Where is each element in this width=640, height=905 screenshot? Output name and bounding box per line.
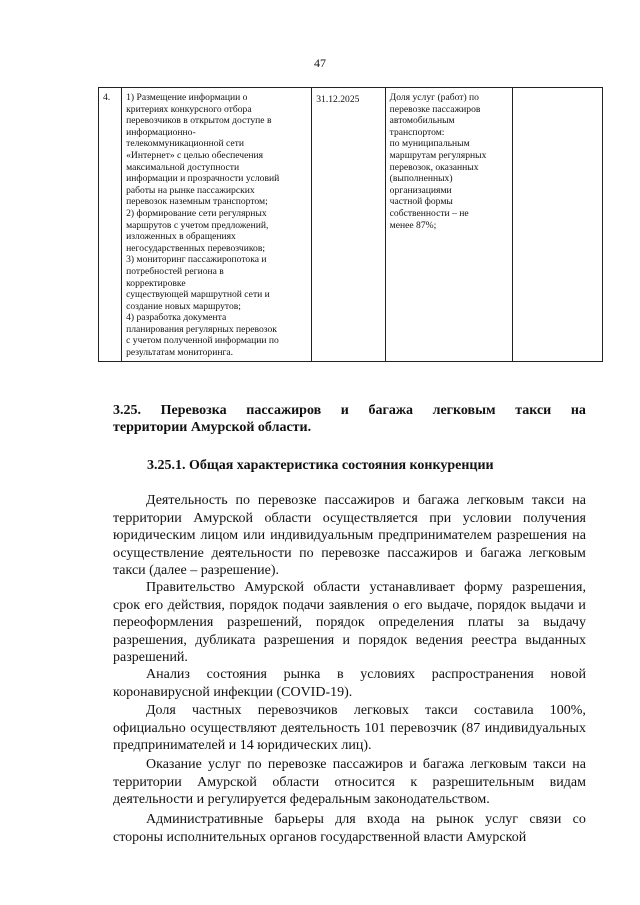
measure-line: результатам мониторинга. xyxy=(126,347,234,359)
indicator-line: маршрутам регулярных xyxy=(389,149,487,161)
paragraph-line: Деятельность по перевозке пассажиров и багажа легковым такси на xyxy=(146,493,586,508)
measure-line: 3) мониторинг пассажиропотока и xyxy=(126,254,267,266)
paragraph-line: Правительство Амурской области устанавливает форму разрешения, xyxy=(146,580,586,595)
paragraph-line: деятельности и регулируется федеральным законодательством. xyxy=(113,792,490,807)
indicator-line: организациями xyxy=(389,184,452,196)
row-number-cell: 4. xyxy=(99,88,122,362)
paragraph-2 xyxy=(113,579,586,667)
measure-line: информационно- xyxy=(126,126,196,138)
indicator-line: автомобильным xyxy=(389,115,455,127)
indicator-cell xyxy=(385,88,513,362)
indicator-line: (выполненных) xyxy=(389,173,453,185)
paragraph-line: территории Амурской области осуществляется при условии получения xyxy=(113,510,586,526)
heading-word: пассажиров xyxy=(246,403,322,418)
heading-word: такси xyxy=(515,403,552,418)
deadline-cell: 31.12.2025 xyxy=(312,88,385,362)
paragraph-line: Доля частных перевозчиков легковых такси составила 100%, xyxy=(146,703,586,718)
paragraph-line: официально осуществляют деятельность 101 перевозчик (87 индивидуальных xyxy=(113,720,586,736)
paragraph-line: Административные барьеры для входа на рынок услуг связи со xyxy=(146,812,586,827)
section-heading xyxy=(113,402,586,436)
paragraph-3 xyxy=(113,666,586,701)
paragraph-6 xyxy=(113,811,586,846)
paragraph-line: коронавирусной инфекции (COVID-19). xyxy=(113,684,353,700)
paragraph-line: разрешения, дубликата разрешения и порядок ведения реестра выданных xyxy=(113,632,586,648)
measure-line: потребностей региона в xyxy=(126,265,224,277)
paragraph-line: переоформления разрешений, порядок определения платы за выдачу xyxy=(113,615,586,630)
measure-line: информации и прозрачности условий xyxy=(126,173,280,185)
indicator-line: перевозке пассажиров xyxy=(389,103,481,115)
measure-line: работы на рынке пассажирских xyxy=(126,184,255,196)
measure-line: планирования регулярных перевозок xyxy=(126,323,277,335)
measure-line: 2) формирование сети регулярных xyxy=(126,207,267,219)
section-heading-line-1 xyxy=(113,402,586,419)
heading-word: Перевозка xyxy=(160,403,227,418)
section-heading-line-2: территории Амурской области. xyxy=(113,420,312,435)
indicator-line: транспортом: xyxy=(389,126,445,138)
page-number: 47 xyxy=(314,56,326,70)
measures-table xyxy=(98,87,603,362)
measure-line: негосударственных перевозчиков; xyxy=(126,242,266,254)
measure-line: с учетом полученной информации по xyxy=(126,335,279,347)
measure-line: создание новых маршрутов; xyxy=(126,300,241,312)
measure-line: корректировке xyxy=(126,277,186,289)
paragraph-line: территории Амурской области относится к разрешительным видам xyxy=(113,774,586,790)
indicator-line: по муниципальным xyxy=(389,138,470,150)
paragraph-line: разрешений. xyxy=(113,650,188,665)
measure-line: «Интернет» с целью обеспечения xyxy=(126,149,264,161)
measure-line: телекоммуникационной сети xyxy=(126,138,245,150)
heading-word: легковым xyxy=(432,403,496,418)
paragraph-line: такси (далее – разрешение). xyxy=(113,563,280,578)
paragraph-1 xyxy=(113,492,586,580)
paragraph-line: Оказание услуг по перевозке пассажиров и багажа легковым такси на xyxy=(146,757,586,772)
subsection-heading: 3.25.1. Общая характеристика состояния конкуренции xyxy=(147,458,494,473)
measure-line: маршрутов с учетом предложений, xyxy=(126,219,269,231)
paragraph-line: предпринимателей и 14 юридических лиц). xyxy=(113,738,372,753)
heading-word: на xyxy=(570,403,586,418)
table-row xyxy=(99,88,603,362)
paragraph-line: стороны исполнительных органов государственной власти Амурской xyxy=(113,829,527,845)
measure-line: существующей маршрутной сети и xyxy=(126,289,270,301)
paragraph-line: срок его действия, порядок подачи заявления о его выдаче, порядок выдачи и xyxy=(113,597,586,613)
measure-line: перевозок наземным транспортом; xyxy=(126,196,268,208)
paragraph-line: Анализ состояния рынка в условиях распространения новой xyxy=(146,667,586,682)
measure-line: критериях конкурсного отбора xyxy=(126,103,252,115)
measures-cell xyxy=(122,88,312,362)
measure-line: 1) Размещение информации о xyxy=(126,92,248,103)
indicator-line: собственности – не xyxy=(389,207,469,219)
paragraph-4 xyxy=(113,702,586,755)
heading-word: багажа xyxy=(368,403,413,418)
heading-word: и xyxy=(340,403,349,418)
indicator-line: Доля услуг (работ) по xyxy=(389,92,479,103)
paragraph-line: осуществление деятельности по перевозке пассажиров и багажа легковым xyxy=(113,545,586,561)
heading-word: 3.25. xyxy=(113,403,141,418)
measure-line: максимальной доступности xyxy=(126,161,240,173)
measure-line: изложенных в обращениях xyxy=(126,231,236,243)
indicator-line: частной формы xyxy=(389,196,453,208)
empty-cell xyxy=(513,88,603,362)
measure-line: перевозчиков в открытом доступе в xyxy=(126,115,272,127)
paragraph-5 xyxy=(113,756,586,809)
indicator-line: менее 87%; xyxy=(389,219,437,231)
measure-line: 4) разработка документа xyxy=(126,312,227,324)
paragraph-line: юридическим лицом или индивидуальным предпринимателем разрешения на xyxy=(113,528,586,543)
indicator-line: перевозок, оказанных xyxy=(389,161,479,173)
